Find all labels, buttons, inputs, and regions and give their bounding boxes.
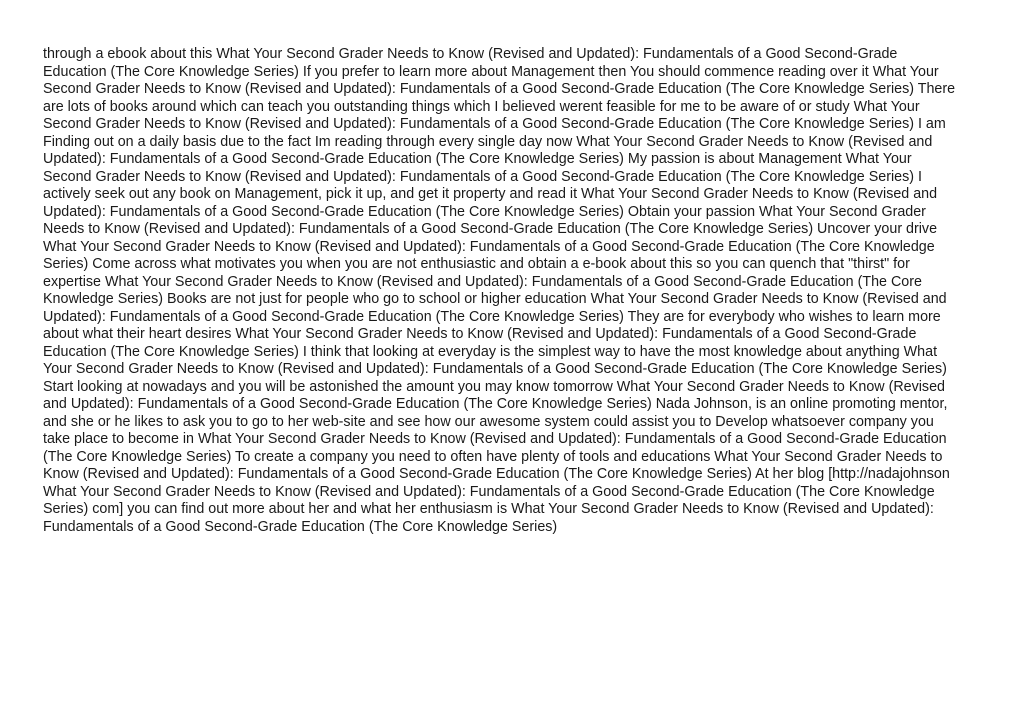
text-line: Series) com] you can find out more about her and what her enthusiasm is What Your Second Grader Needs to Know (Revised and Updated): (43, 501, 934, 517)
text-line: take place to become in What Your Second Grader Needs to Know (Revised and Updated): Fundamentals of a Good Second-Grade Education (43, 431, 947, 447)
text-line: and she or he likes to ask you to go to her web-site and see how our awesome system could assist you to Develop whatsoever company you (43, 413, 934, 430)
text-line: Updated): Fundamentals of a Good Second-Grade Education (The Core Knowledge Series) Obtain your passion What Your Second Grader (43, 203, 926, 220)
text-line: Second Grader Needs to Know (Revised and Updated): Fundamentals of a Good Second-Grade Education (The Core Knowledge Series) I am (43, 116, 946, 132)
text-line: Second Grader Needs to Know (Revised and Updated): Fundamentals of a Good Second-Grade Education (The Core Knowledge Series) I (43, 168, 922, 185)
text-line: Second Grader Needs to Know (Revised and Updated): Fundamentals of a Good Second-Grade Education (The Core Knowledge Series) There (43, 81, 956, 97)
text-line: through a ebook about this What Your Second Grader Needs to Know (Revised and Updated): Fundamentals of a Good Second-Grade (43, 46, 898, 62)
text-line: Education (The Core Knowledge Series) If you prefer to learn more about Management then You should commence reading over it What Your (43, 63, 939, 80)
text-line: Knowledge Series) Books are not just for people who go to school or higher education What Your Second Grader Needs to Know (Revised and (43, 291, 947, 307)
text-line: are lots of books around which can teach you outstanding things which I believed werent feasible for me to be aware of or study What Your (43, 98, 920, 115)
text-line: about what their heart desires What Your Second Grader Needs to Know (Revised and Updated): Fundamentals of a Good Second-Grade (43, 326, 917, 342)
text-line: Fundamentals of a Good Second-Grade Education (The Core Knowledge Series) (43, 518, 558, 535)
text-line: Updated): Fundamentals of a Good Second-Grade Education (The Core Knowledge Series) My passion is about Management What Your (43, 151, 912, 167)
text-line: (The Core Knowledge Series) To create a company you need to often have plenty of tools and educations What Your Second Grader Needs to (43, 448, 943, 465)
text-line: Your Second Grader Needs to Know (Revised and Updated): Fundamentals of a Good Second-Grade Education (The Core Knowledge Series) (43, 361, 947, 377)
text-line: Finding out on a daily basis due to the fact Im reading through every single day now What Your Second Grader Needs to Know (Revised and (43, 133, 933, 150)
text-line: expertise What Your Second Grader Needs to Know (Revised and Updated): Fundamentals of a Good Second-Grade Education (The Core (43, 273, 922, 290)
text-line: and Updated): Fundamentals of a Good Second-Grade Education (The Core Knowledge Series) Nada Johnson, is an online promoting mentor, (43, 396, 948, 412)
text-line: actively seek out any book on Management, pick it up, and get it property and read it What Your Second Grader Needs to Know (Revised and (43, 186, 938, 202)
text-line: Start looking at nowadays and you will be astonished the amount you may know tomorrow What Your Second Grader Needs to Know (Revised (43, 378, 945, 395)
text-line: Updated): Fundamentals of a Good Second-Grade Education (The Core Knowledge Series) They are for everybody who wishes to learn more (43, 308, 941, 325)
body-paragraph (43, 46, 983, 536)
text-line: What Your Second Grader Needs to Know (Revised and Updated): Fundamentals of a Good Second-Grade Education (The Core Knowledge (43, 238, 935, 255)
text-line: What Your Second Grader Needs to Know (Revised and Updated): Fundamentals of a Good Second-Grade Education (The Core Knowledge (43, 483, 935, 500)
text-line: Education (The Core Knowledge Series) I think that looking at everyday is the simplest way to have the most knowledge about anything What (43, 343, 938, 360)
text-line: Series) Come across what motivates you when you are not enthusiastic and obtain a e-book about this so you can quench that "thirst" for (43, 256, 910, 272)
text-line: Needs to Know (Revised and Updated): Fundamentals of a Good Second-Grade Education (The Core Knowledge Series) Uncover your drive (43, 221, 938, 237)
text-line: Know (Revised and Updated): Fundamentals of a Good Second-Grade Education (The Core Knowledge Series) At her blog [http://nadajohnson (43, 466, 950, 482)
